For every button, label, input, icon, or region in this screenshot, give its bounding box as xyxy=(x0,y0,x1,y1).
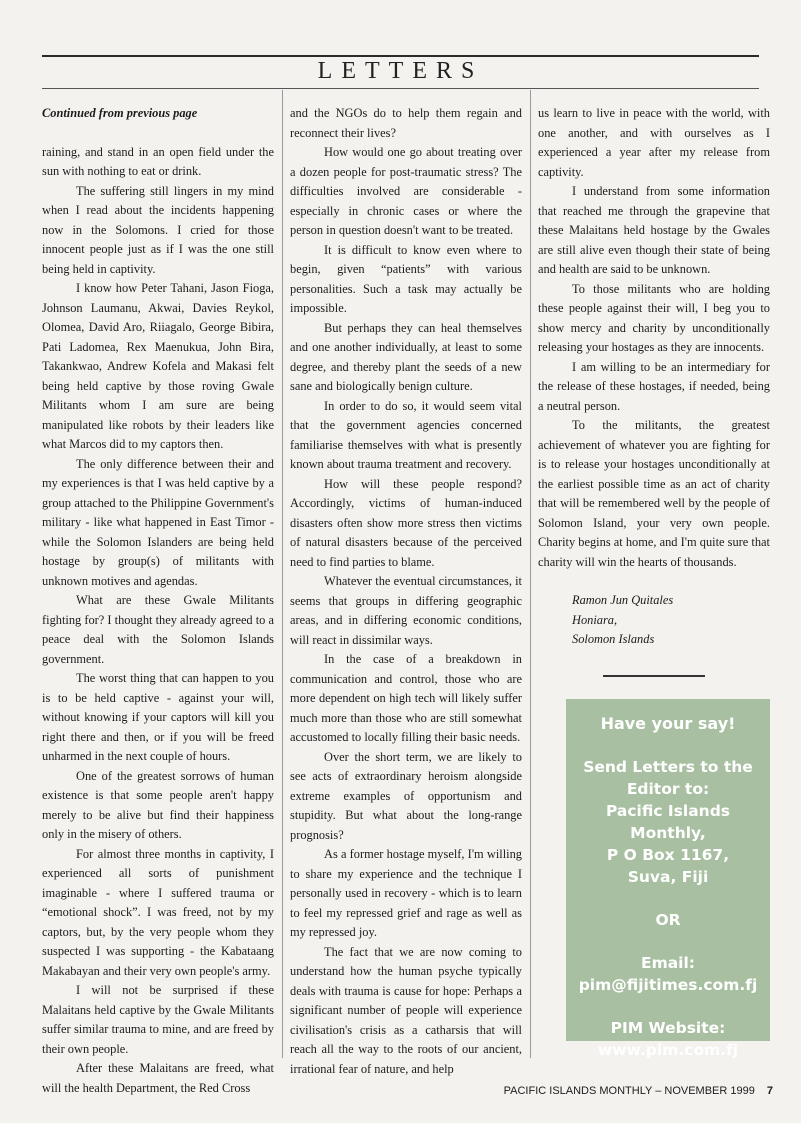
paragraph: It is difficult to know even where to begin, given “patients” with various personalities. Such a task may actually be impossible. xyxy=(290,242,522,315)
column-divider xyxy=(530,90,531,1058)
column-2 xyxy=(290,104,522,1079)
letter-signature xyxy=(538,591,770,650)
paragraph: The worst thing that can happen to you is to be held captive - against your will, without knowing if your captors will kill you right there and then, or if you will be freed unharmed in the next couple of hours. xyxy=(42,671,274,763)
email-link[interactable]: pim@fijitimes.com.fj xyxy=(578,976,758,994)
paragraph: us learn to live in peace with the world, with one another, and with ourselves as I experienced a year after my release from captivity. xyxy=(538,106,770,179)
paragraph: In the case of a breakdown in communication and control, those who are more dependent on high tech will likely suffer much more than those who are still somewhat accustomed to locally filling their basic needs. xyxy=(290,652,522,744)
promo-email xyxy=(566,952,770,996)
promo-line: Pacific Islands Monthly, xyxy=(605,802,731,842)
paragraph: But perhaps they can heal themselves and one another individually, at least to some degree, and thereby plant the seeds of a new sane and biologically benign culture. xyxy=(290,320,522,393)
column-divider xyxy=(282,90,283,1058)
paragraph: I am willing to be an intermediary for the release of these hostages, if needed, being a neutral person. xyxy=(538,359,770,413)
promo-heading: Have your say! xyxy=(600,714,736,733)
header-bottom-rule xyxy=(42,88,759,89)
website-link[interactable]: www.pim.com.fj xyxy=(597,1041,739,1059)
promo-address xyxy=(566,756,770,888)
promo-line: Suva, Fiji xyxy=(627,868,709,886)
page-footer xyxy=(504,1085,773,1097)
paragraph: I understand from some information that reached me through the grapevine that these Malaitans held hostage by the Gwales are still alive even though their state of being and health are said to be unknown. xyxy=(538,184,770,276)
email-label: Email: xyxy=(640,954,696,972)
paragraph: To those militants who are holding these people against their will, I beg you to show mercy and charity by unconditionally releasing your hostages as they are innocents. xyxy=(538,281,770,354)
publication-name: PACIFIC ISLANDS MONTHLY – NOVEMBER 1999 xyxy=(503,1085,755,1097)
paragraph: For almost three months in captivity, I experienced all sorts of punishment imaginable - where I suffered trauma or “emotional shock”. I was freed, not by my captors, but, by the very people whom they suspected I was supporting - the Kabataang Makabayan and their very own people's army. xyxy=(42,846,274,978)
website-label: PIM Website: xyxy=(610,1019,726,1037)
promo-or: OR xyxy=(655,911,681,929)
promo-line: Send Letters to the xyxy=(583,758,753,776)
paragraph: The only difference between their and my experiences is that I was held captive by a group attached to the Philippine Government's military - like what happened in East Timor - while the Solomon Islanders are being held hostage by group(s) of militants with unknown motives and agendas. xyxy=(42,456,274,588)
paragraph: As a former hostage myself, I'm willing to share my experience and the technique I personally used in recovery - which is to learn to feel my repressed grief and rage as well as my repressed joy. xyxy=(290,847,522,939)
promo-website xyxy=(566,1017,770,1061)
paragraph: What are these Gwale Militants fighting for? I thought they already agreed to a peace deal with the Solomon Islands government. xyxy=(42,593,274,666)
paragraph: I know how Peter Tahani, Jason Fioga, Johnson Laumanu, Akwai, Davies Reykol, Olomea, David Aro, Riiagalo, George Bibira, Pati Ladomea, Rex Maenukua, John Bira, Takankwao, Andrew Kofela and Makasi felt being held captive by those roving Gwale Militants whom I am sure are being manipulated like robots by their leaders like what Marcos did to my captors then. xyxy=(42,281,274,451)
paragraph: One of the greatest sorrows of human existence is that some people aren't happy merely to be alive but find their happiness only in the misery of others. xyxy=(42,768,274,841)
paragraph: To the militants, the greatest achievement of whatever you are fighting for is to release your hostages unconditionally at the earliest possible time as an act of charity that will be remembered well by the people of Solomon Island, your very own people. Charity begins at home, and I'm quite sure that charity will win the hearts of thousands. xyxy=(538,418,770,569)
page-number: 7 xyxy=(766,1085,773,1097)
paragraph: The fact that we are now coming to understand how the human psyche typically deals with trauma is cause for hope: Perhaps a significant number of people will experience civilisation's crisis as a catharsis that will reach all the way to the roots of our ancient, irrational fear of nature, and help xyxy=(290,944,522,1076)
paragraph: After these Malaitans are freed, what will the health Department, the Red Cross xyxy=(42,1061,274,1095)
paragraph: I will not be surprised if these Malaitans held captive by the Gwale Militants suffer similar trauma to mine, and are freed by their own people. xyxy=(42,983,274,1056)
paragraph: The suffering still lingers in my mind when I read about the incidents happening now in the Solomons. I cried for those innocent people just as if I was the one still being held in captivity. xyxy=(42,183,274,276)
header-top-rule xyxy=(42,55,759,57)
end-of-letter-rule xyxy=(603,675,705,677)
paragraph: Whatever the eventual circumstances, it seems that groups in differing geographic areas, and in differing economic conditions, will react in dissimilar ways. xyxy=(290,574,522,647)
promo-line: P O Box 1167, xyxy=(606,846,730,864)
paragraph: Over the short term, we are likely to see acts of extraordinary heroism alongside extreme examples of opportunism and stupidity. But what about the long-range prognosis? xyxy=(290,749,522,842)
continued-note: Continued from previous page xyxy=(42,106,198,120)
column-1 xyxy=(42,104,274,1098)
paragraph: How will these people respond? Accordingly, victims of human-induced disasters often show more stress then victims of natural disasters because of the perceived need to find parties to blame. xyxy=(290,476,522,569)
signature-name: Ramon Jun Quitales xyxy=(572,593,674,607)
have-your-say-box xyxy=(566,699,770,1059)
promo-line: Editor to: xyxy=(626,780,710,798)
paragraph: In order to do so, it would seem vital that the government agencies concerned familiarise themselves with what is presently known about trauma treatment and recovery. xyxy=(290,398,522,471)
section-title: LETTERS xyxy=(317,58,484,84)
paragraph: How would one go about treating over a dozen people for post-traumatic stress? The difficulties involved are considerable - especially in chronic cases or where the person in question doesn't want to be treated. xyxy=(290,145,522,237)
paragraph: and the NGOs do to help them regain and reconnect their lives? xyxy=(290,106,522,140)
column-3 xyxy=(538,104,770,677)
signature-country: Solomon Islands xyxy=(572,632,655,646)
paragraph: raining, and stand in an open field under the sun with nothing to eat or drink. xyxy=(42,144,274,178)
signature-city: Honiara, xyxy=(572,612,618,627)
